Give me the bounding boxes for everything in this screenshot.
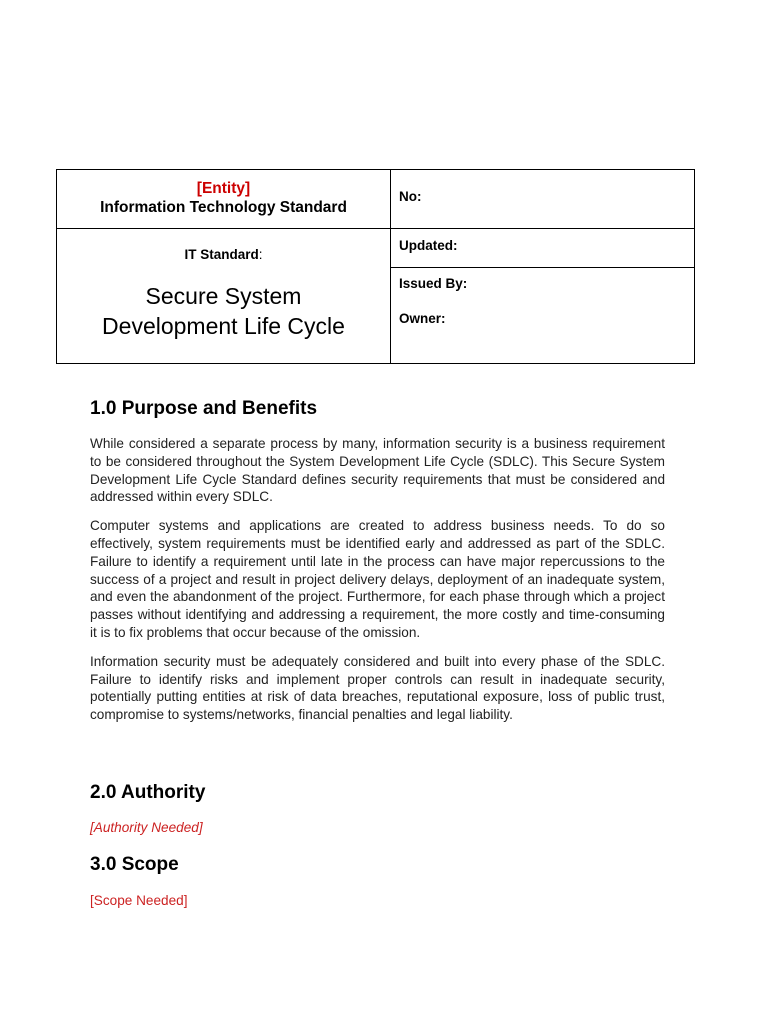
paragraph: While considered a separate process by many, information security is a business requirement to be considered throughout the System Development Life Cycle (SDLC). This Secure System Development Life Cycle Standard defines security requirements that must be considered and addressed within every SDLC. [90, 436, 665, 505]
table-divider-right-1 [391, 228, 695, 229]
scope-placeholder: [Scope Needed] [90, 893, 188, 908]
it-standard-label [57, 246, 390, 264]
document-title [57, 281, 390, 341]
document-title-cell [57, 229, 390, 364]
issued-by-label: Issued By: [399, 276, 468, 291]
entity-placeholder: [Entity] [196, 180, 251, 197]
department-title: Information Technology Standard [100, 199, 347, 216]
section-heading: 2.0 Authority [90, 782, 206, 803]
header-title-cell [57, 170, 390, 228]
table-divider-right-2 [391, 267, 695, 268]
document-title-line-1: Secure System [145, 283, 302, 309]
it-standard-colon: : [258, 247, 263, 262]
paragraph: Computer systems and applications are created to address business needs. To do so effectively, system requirements must be identified early and addressed as part of the SDLC. Failure to identify a requirement until late in the process can have major repercussions to the success of a project and result in project delivery delays, deployment of an inadequate system, and even the abandonment of the project. Furthermore, for each phase through which a project passes without identifying and addressing a requirement, the more costly and time-consuming it is to fix problems that occur because of the omission. [90, 518, 665, 640]
authority-placeholder: [Authority Needed] [90, 820, 203, 835]
paragraph: Information security must be adequately considered and built into every phase of the SDLC. Failure to identify risks and implement proper controls can result in inadequate security, potentially putting entities at risk of data breaches, reputational exposure, loss of public trust, compromise to systems/networks, financial penalties and legal liability. [90, 653, 665, 723]
no-label: No: [399, 189, 422, 204]
document-header-table [56, 169, 695, 364]
it-standard-label-text: IT Standard [184, 247, 259, 262]
document-title-line-2: Development Life Cycle [102, 313, 345, 339]
section-scope [90, 853, 665, 910]
section-heading: 1.0 Purpose and Benefits [90, 398, 318, 419]
section-authority [90, 781, 665, 837]
owner-label: Owner: [399, 311, 446, 326]
updated-label: Updated: [399, 238, 458, 253]
section-purpose [90, 397, 665, 724]
section-heading: 3.0 Scope [90, 854, 179, 875]
